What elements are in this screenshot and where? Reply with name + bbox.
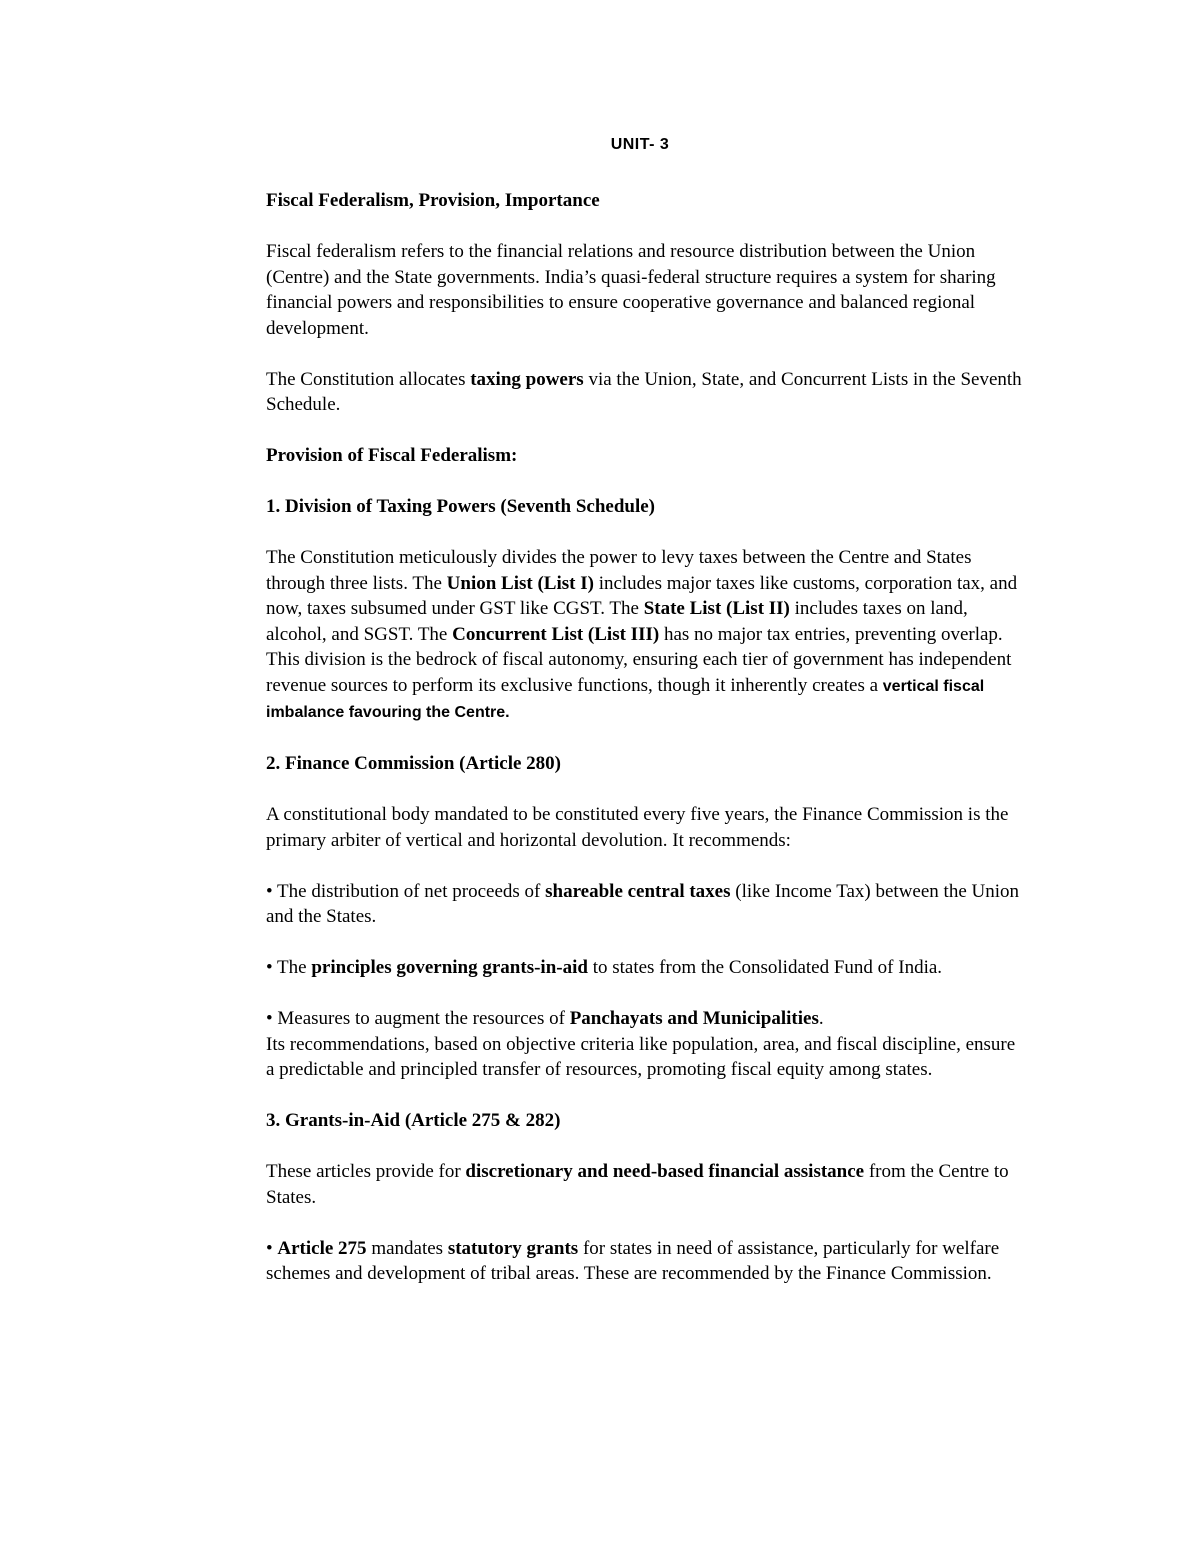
bold-run: Panchayats and Municipalities <box>569 1008 819 1029</box>
text-run: • Measures to augment the resources of <box>266 1008 570 1029</box>
bold-run: vertical fiscal imbalance favouring the Centre. <box>266 677 985 721</box>
section-2-bullet-2 <box>266 955 1026 981</box>
section-1-heading: 1. Division of Taxing Powers (Seventh Schedule) <box>266 496 656 517</box>
provision-heading: Provision of Fiscal Federalism: <box>266 445 518 466</box>
section-2-bullet-1 <box>266 879 1026 930</box>
text-run: • <box>266 1237 278 1259</box>
text-run: The Constitution allocates <box>266 368 471 390</box>
text-run: via the Union, State, and Concurrent Lists in the Seventh Schedule. <box>266 368 1022 415</box>
section-2-closing: Its recommendations, based on objective criteria like population, area, and fiscal discipline, ensure a predictable and principled transfer of resources, promoting fiscal equity among states. <box>266 1033 1016 1080</box>
section-2-intro: A constitutional body mandated to be constituted every five years, the Finance Commission is the primary arbiter of vertical and horizontal devolution. It recommends: <box>266 804 1009 851</box>
text-run: for states in need of assistance, particularly for welfare schemes and development of tribal areas. These are recommended by the Finance Commission. <box>266 1237 1000 1284</box>
text-run: from the Centre to States. <box>266 1161 1009 1208</box>
intro-paragraph-1: Fiscal federalism refers to the financial relations and resource distribution between the Union (Centre) and the State governments. India’s quasi-federal structure requires a system for sharing financial powers and responsibilities to ensure cooperative governance and balanced regional development. <box>266 241 996 339</box>
text-run: . <box>818 1008 824 1029</box>
text-run: • The distribution of net proceeds of <box>266 880 546 902</box>
text-run: mandates <box>366 1237 448 1259</box>
document-body <box>266 188 1026 1312</box>
section-2-bullet-3 <box>266 1006 1026 1032</box>
bold-run: Union List (List I) <box>446 572 594 594</box>
unit-title: UNIT- 3 <box>610 136 670 153</box>
text-run: includes taxes on land, alcohol, and SGST. The <box>266 598 968 645</box>
bold-run: principles governing grants-in-aid <box>311 957 588 978</box>
bold-run: State List (List II) <box>643 598 790 619</box>
text-run: to states from the Consolidated Fund of India. <box>587 957 943 978</box>
text-run: The Constitution meticulously divides the power to levy taxes between the Centre and States through three lists. The <box>266 547 972 594</box>
bold-run: Concurrent List (List III) <box>452 623 660 645</box>
bold-run: Article 275 <box>277 1237 367 1259</box>
text-run: (like Income Tax) between the Union and the States. <box>266 880 1019 927</box>
bold-run: taxing powers <box>470 368 584 390</box>
section-3-bullet-1 <box>266 1236 1026 1287</box>
text-run: includes major taxes like customs, corporation tax, and now, taxes subsumed under GST like CGST. The <box>266 572 1018 619</box>
section-3-heading: 3. Grants-in-Aid (Article 275 & 282) <box>266 1110 561 1131</box>
text-run: • The <box>266 957 312 978</box>
main-heading: Fiscal Federalism, Provision, Importance <box>266 190 600 211</box>
intro-paragraph-2 <box>266 367 1026 418</box>
bold-run: discretionary and need-based financial assistance <box>465 1161 865 1182</box>
text-run: has no major tax entries, preventing overlap. This division is the bedrock of fiscal autonomy, ensuring each tier of government has independent revenue sources to perform its exclusive functions, though it inherently creates a <box>266 623 1012 696</box>
bold-run: shareable central taxes <box>545 880 731 902</box>
bold-run: statutory grants <box>447 1237 579 1259</box>
section-3-intro <box>266 1159 1026 1210</box>
section-1-paragraph <box>266 545 1026 726</box>
text-run: These articles provide for <box>266 1161 466 1182</box>
section-2-heading: 2. Finance Commission (Article 280) <box>266 753 561 774</box>
